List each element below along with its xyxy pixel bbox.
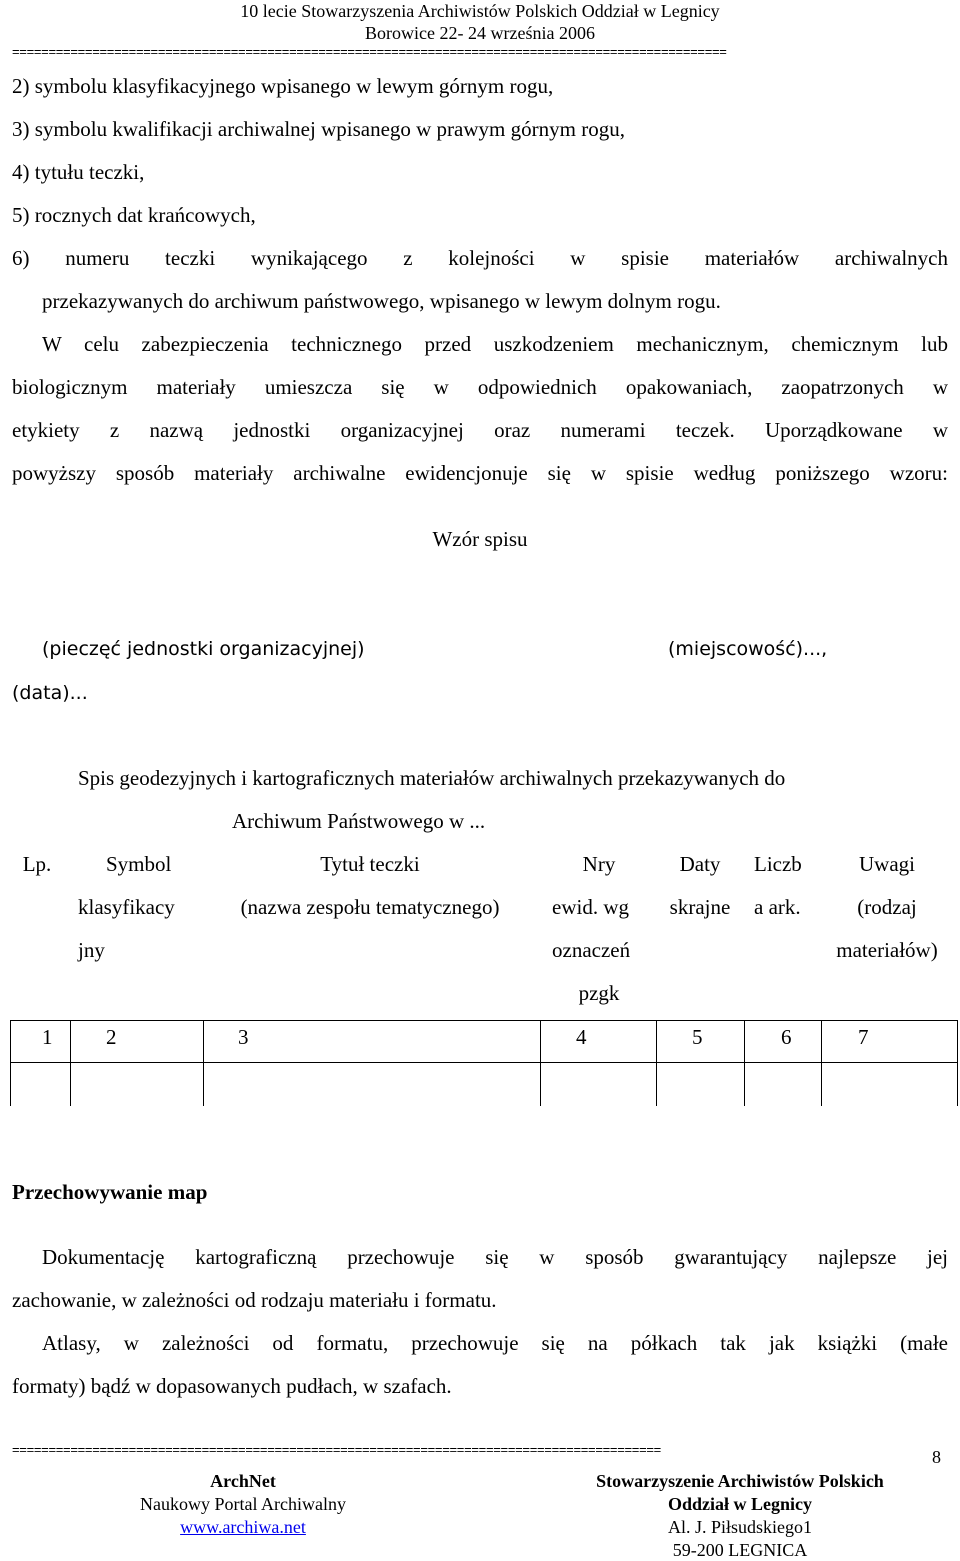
table-divider bbox=[203, 1020, 204, 1106]
table-divider bbox=[540, 1020, 541, 1106]
col-nry-header: oznaczeń bbox=[552, 938, 631, 962]
footer-branch: Oddział w Legnicy bbox=[667, 1494, 812, 1514]
footer-city: 59-200 LEGNICA bbox=[672, 1540, 808, 1560]
paragraph-line: etykiety z nazwą jednostki organizacyjnej oraz numerami teczek. Uporządkowane w bbox=[12, 418, 948, 442]
column-number: 7 bbox=[858, 1025, 869, 1049]
paragraph-line: powyższy sposób materiały archiwalne ewidencjonuje się w spisie według poniższego wzoru: bbox=[12, 461, 948, 485]
column-number: 3 bbox=[238, 1025, 249, 1049]
paragraph-line: Dokumentację kartograficzną przechowuje się w sposób gwarantujący najlepsze jej bbox=[42, 1245, 948, 1269]
date-label: (data)... bbox=[12, 682, 88, 704]
table-divider bbox=[744, 1020, 745, 1106]
list-title: Spis geodezyjnych i kartograficznych materiałów archiwalnych przekazywanych do bbox=[78, 766, 786, 790]
header-title: 10 lecie Stowarzyszenia Archiwistów Polskich Oddział w Legnicy bbox=[240, 1, 720, 21]
col-nry-header: ewid. wg bbox=[552, 895, 629, 919]
section-heading: Przechowywanie map bbox=[12, 1180, 208, 1204]
header-rule: ================================================================================================== bbox=[12, 44, 727, 59]
footer-website-link[interactable]: www.archiwa.net bbox=[180, 1517, 306, 1537]
col-uwagi-header: materiałów) bbox=[836, 938, 938, 962]
list-item-continuation: przekazywanych do archiwum państwowego, wpisanego w lewym dolnym rogu. bbox=[42, 289, 721, 313]
column-number: 4 bbox=[576, 1025, 587, 1049]
paragraph-line: biologicznym materiały umieszcza się w odpowiednich opakowaniach, zaopatrzonych w bbox=[12, 375, 948, 399]
col-liczb-header: Liczb bbox=[754, 852, 802, 876]
template-title: Wzór spisu bbox=[432, 527, 528, 551]
col-daty-header: skrajne bbox=[669, 895, 731, 919]
footer-street: Al. J. Piłsudskiego1 bbox=[667, 1517, 813, 1537]
header-subtitle: Borowice 22- 24 września 2006 bbox=[365, 23, 595, 43]
footer-link-wrap bbox=[112, 1516, 374, 1538]
column-number: 1 bbox=[42, 1025, 53, 1049]
paragraph-line: zachowanie, w zależności od rodzaju materiału i formatu. bbox=[12, 1288, 497, 1312]
col-nry-header: pzgk bbox=[578, 981, 620, 1005]
column-number: 2 bbox=[106, 1025, 117, 1049]
col-symbol-header: Symbol bbox=[106, 852, 172, 876]
table-divider bbox=[656, 1020, 657, 1106]
footer-rule: ========================================================================================= bbox=[12, 1442, 661, 1457]
footer-portal: Naukowy Portal Archiwalny bbox=[140, 1494, 346, 1514]
page-number: 8 bbox=[932, 1447, 941, 1467]
table-rule bbox=[10, 1020, 958, 1021]
footer-org: Stowarzyszenie Archiwistów Polskich bbox=[596, 1471, 884, 1491]
paragraph-line: W celu zabezpieczenia technicznego przed uszkodzeniem mechanicznym, chemicznym lub bbox=[42, 332, 948, 356]
paragraph-line: formaty) bądź w dopasowanych pudłach, w szafach. bbox=[12, 1374, 452, 1398]
table-divider bbox=[70, 1020, 71, 1106]
col-title-header: (nazwa zespołu tematycznego) bbox=[240, 895, 500, 919]
table-divider bbox=[957, 1020, 958, 1106]
table-rule bbox=[10, 1062, 958, 1063]
list-item: 6) numeru teczki wynikającego z kolejności w spisie materiałów archiwalnych bbox=[12, 246, 948, 270]
col-lp-header: Lp. bbox=[22, 852, 52, 876]
place-label: (miejscowość)..., bbox=[668, 638, 828, 660]
list-item: 2) symbolu klasyfikacyjnego wpisanego w lewym górnym rogu, bbox=[12, 74, 554, 98]
column-number: 6 bbox=[781, 1025, 792, 1049]
col-liczb-header: a ark. bbox=[754, 895, 801, 919]
list-item: 3) symbolu kwalifikacji archiwalnej wpisanego w prawym górnym rogu, bbox=[12, 117, 625, 141]
col-daty-header: Daty bbox=[679, 852, 721, 876]
table-divider bbox=[821, 1020, 822, 1106]
col-title-header: Tytuł teczki bbox=[320, 852, 420, 876]
list-item: 4) tytułu teczki, bbox=[12, 160, 145, 184]
list-title-line2: Archiwum Państwowego w ... bbox=[232, 809, 486, 833]
col-uwagi-header: (rodzaj bbox=[857, 895, 917, 919]
col-nry-header: Nry bbox=[582, 852, 616, 876]
list-item: 5) rocznych dat krańcowych, bbox=[12, 203, 256, 227]
col-symbol-header: jny bbox=[78, 938, 105, 962]
col-uwagi-header: Uwagi bbox=[859, 852, 915, 876]
stamp-label: (pieczęć jednostki organizacyjnej) bbox=[42, 638, 365, 660]
col-symbol-header: klasyfikacy bbox=[78, 895, 175, 919]
paragraph-line: Atlasy, w zależności od formatu, przechowuje się na półkach tak jak książki (małe bbox=[42, 1331, 948, 1355]
table-divider bbox=[10, 1020, 11, 1106]
footer-archnet: ArchNet bbox=[210, 1471, 276, 1491]
column-number: 5 bbox=[692, 1025, 703, 1049]
